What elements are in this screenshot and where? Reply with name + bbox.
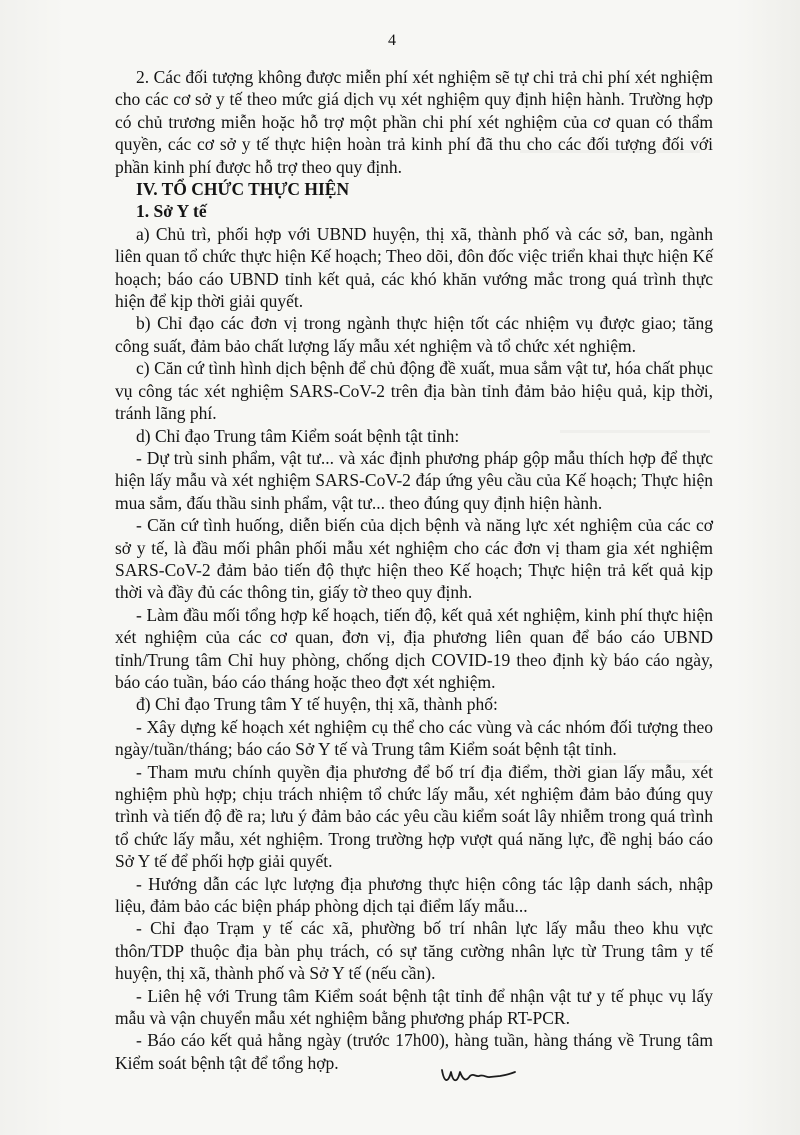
initials-signature-icon bbox=[438, 1060, 518, 1090]
bullet-item: - Dự trù sinh phẩm, vật tư... và xác định phương pháp gộp mẫu thích hợp để thực hiện lấy mẫu và xét nghiệm SARS-CoV-2 đáp ứng yêu cầu của Kế hoạch; Thực hiện mua sắm, đấu thầu sinh phẩm, vật tư... theo đúng quy định hiện hành. bbox=[115, 447, 713, 513]
bullet-item: - Làm đầu mối tổng hợp kế hoạch, tiến độ, kết quả xét nghiệm, kinh phí thực hiện xét nghiệm của các cơ quan, đơn vị, địa phương liên quan để báo cáo UBND tỉnh/Trung tâm Chỉ huy phòng, chống dịch COVID-19 theo định kỳ báo cáo ngày, báo cáo tuần, báo cáo tháng hoặc theo đợt xét nghiệm. bbox=[115, 604, 713, 692]
bullet-item: - Liên hệ với Trung tâm Kiểm soát bệnh tật tỉnh để nhận vật tư y tế phục vụ lấy mẫu và vận chuyển mẫu xét nghiệm bằng phương pháp RT-PCR. bbox=[115, 985, 713, 1029]
bullet-item: - Hướng dẫn các lực lượng địa phương thực hiện công tác lập danh sách, nhập liệu, đảm bảo các biện pháp phòng dịch tại điểm lấy mẫu... bbox=[115, 873, 713, 917]
paragraph: d) Chỉ đạo Trung tâm Kiểm soát bệnh tật tỉnh: bbox=[136, 425, 460, 446]
paragraph: 2. Các đối tượng không được miễn phí xét nghiệm sẽ tự chi trả chi phí xét nghiệm cho các cơ sở y tế theo mức giá dịch vụ xét nghiệm quy định hiện hành. Trường hợp có chủ trương miễn hoặc hỗ trợ một phần chi phí xét nghiệm của cơ quan có thẩm quyền, các cơ sở y tế thực hiện hoàn trả kinh phí đã thu cho các đối tượng đối với phần kinh phí được hỗ trợ theo quy định. bbox=[115, 67, 713, 177]
bullet-item: - Xây dựng kế hoạch xét nghiệm cụ thể cho các vùng và các nhóm đối tượng theo ngày/tuần/tháng; báo cáo Sở Y tế và Trung tâm Kiểm soát bệnh tật tỉnh. bbox=[115, 716, 713, 760]
page-number: 4 bbox=[388, 32, 396, 49]
bullet-item: - Căn cứ tình huống, diễn biến của dịch bệnh và năng lực xét nghiệm của các cơ sở y tế, là đầu mối phân phối mẫu xét nghiệm cho các đơn vị tham gia xét nghiệm SARS-CoV-2 đảm bảo tiến độ thực hiện theo Kế hoạch; Thực hiện trả kết quả kịp thời và đầy đủ các thông tin, giấy tờ theo quy định. bbox=[115, 515, 713, 603]
paragraph: b) Chỉ đạo các đơn vị trong ngành thực hiện tốt các nhiệm vụ được giao; tăng công suất, đảm bảo chất lượng lấy mẫu xét nghiệm và tổ chức xét nghiệm. bbox=[115, 313, 713, 356]
section-heading: IV. TỔ CHỨC THỰC HIỆN bbox=[136, 179, 350, 200]
subsection-heading: 1. Sở Y tế bbox=[136, 201, 207, 222]
paragraph: đ) Chỉ đạo Trung tâm Y tế huyện, thị xã, thành phố: bbox=[136, 694, 498, 715]
bullet-item: - Tham mưu chính quyền địa phương để bố trí địa điểm, thời gian lấy mẫu, xét nghiệm phù hợp; chịu trách nhiệm tổ chức lấy mẫu, xét nghiệm đảm bảo đúng quy trình và tiến độ đề ra; lưu ý đảm bảo các yêu cầu kiểm soát lây nhiễm trong quá trình tổ chức lấy mẫu, xét nghiệm. Trong trường hợp vượt quá năng lực, đề nghị báo cáo Sở Y tế để phối hợp giải quyết. bbox=[115, 761, 713, 872]
bullet-item: - Báo cáo kết quả hằng ngày (trước 17h00), hàng tuần, hàng tháng về Trung tâm Kiểm soát bệnh tật để tổng hợp. bbox=[115, 1030, 713, 1073]
paragraph: a) Chủ trì, phối hợp với UBND huyện, thị xã, thành phố và các sở, ban, ngành liên quan tổ chức thực hiện Kế hoạch; Theo dõi, đôn đốc việc triển khai thực hiện Kế hoạch; báo cáo UBND tỉnh kết quả, các khó khăn vướng mắc trong quá trình thực hiện để kịp thời giải quyết. bbox=[115, 223, 713, 312]
document-body bbox=[115, 66, 713, 1074]
paragraph: c) Căn cứ tình hình dịch bệnh để chủ động đề xuất, mua sắm vật tư, hóa chất phục vụ công tác xét nghiệm SARS-CoV-2 trên địa bàn tỉnh đảm bảo hiệu quả, kịp thời, tránh lãng phí. bbox=[115, 358, 713, 424]
bullet-item: - Chỉ đạo Trạm y tế các xã, phường bố trí nhân lực lấy mẫu theo khu vực thôn/TDP thuộc địa bàn phụ trách, có sự tăng cường nhân lực từ Trung tâm y tế huyện, thị xã, thành phố và Sở Y tế (nếu cần). bbox=[115, 918, 713, 984]
